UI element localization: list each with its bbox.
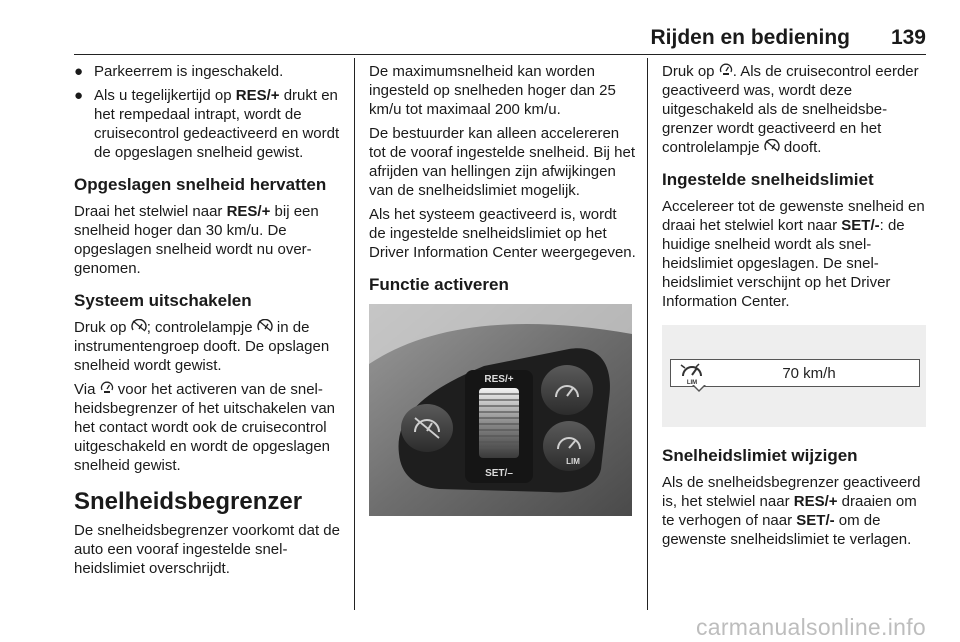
header-rule <box>74 54 926 55</box>
text-run: bij een snelheid hoger dan 30 km/u. De opgeslagen snelheid wordt nu overgenomen. <box>74 203 319 277</box>
paragraph: De maximumsnelheid kan worden ingesteld op snelheden hoger dan 25 km/u tot maximaal 200 km/u. <box>369 63 616 118</box>
driver-information-center-display <box>662 325 926 427</box>
list-item-text: Parkeerrem is ingeschakeld. <box>94 63 284 80</box>
text-run: Als de snelheidsbegrenzer geactiveerd is, het stelwiel naar <box>662 474 921 510</box>
text-run: draaien om te verhogen of naar <box>662 493 917 529</box>
paragraph: De snelheidsbegrenzer voorkomt dat de auto een vooraf ingestelde snelheidslimiet overschrijdt. <box>74 522 340 577</box>
column-divider-2 <box>647 58 648 610</box>
page-number: 139 <box>890 26 926 49</box>
section-heading-resume: Opgeslagen snelheid hervatten <box>74 175 327 194</box>
column-1 <box>74 62 344 583</box>
speed-limit-value: 70 km/h <box>782 365 836 382</box>
text-run: voor het activeren van de snelheidsbegrenzer of het uitschakelen van het contact wordt ook de cruisecontrol uitgeschakeld en wordt de opgeslagen snelheid gewist. <box>74 381 336 474</box>
text-run: Draai het stelwiel naar <box>74 203 227 220</box>
column-divider-1 <box>354 58 355 610</box>
bold-term: RES/+ <box>235 87 280 104</box>
cruise-control-off-icon <box>257 319 273 335</box>
column-3 <box>662 62 928 554</box>
bold-term: RES/+ <box>793 493 838 510</box>
text-run: Accelereer tot de gewenste snelheid en draai het stelwiel kort naar <box>662 198 925 234</box>
bold-term: SET/- <box>796 512 835 529</box>
cruise-control-off-icon <box>131 319 147 335</box>
section-heading-change: Snelheidslimiet wijzigen <box>662 446 858 465</box>
set-label: SET/– <box>485 468 513 479</box>
paragraph <box>662 473 928 549</box>
paragraph <box>74 202 344 278</box>
bullet-icon: ● <box>74 63 84 80</box>
section-heading-limiter: Snelheidsbegrenzer <box>74 488 303 515</box>
steering-wheel-controls-image <box>369 304 632 516</box>
list-item <box>74 62 344 81</box>
list-item-text: Als u tegelijkertijd op <box>94 87 236 104</box>
section-heading-off: Systeem uitschakelen <box>74 291 252 310</box>
condition-list <box>74 62 344 162</box>
list-item-text: drukt en het rempedaal intrapt, wordt de cruisecontrol gedeactiveerd en wordt de opgeslagen snelheid gewist. <box>94 87 340 161</box>
text-run: Druk op <box>74 319 131 336</box>
speed-limit-readout <box>670 359 920 387</box>
bold-term: SET/- <box>841 217 880 234</box>
speed-limiter-icon <box>719 63 733 79</box>
steering-wheel-controls-figure <box>369 304 637 521</box>
speed-limiter-icon <box>679 361 711 385</box>
page-header-title: Rijden en bediening <box>650 26 850 49</box>
watermark <box>0 614 960 638</box>
bullet-icon: ● <box>74 87 84 104</box>
cruise-on-button <box>541 365 593 415</box>
text-run: Druk op <box>662 63 719 80</box>
paragraph <box>662 62 928 157</box>
watermark-text: carmanualsonline.info <box>695 614 926 640</box>
section-heading-set: Ingestelde snelheidslimiet <box>662 170 874 189</box>
section-heading-activate: Functie activeren <box>369 275 509 294</box>
lim-label: LIM <box>686 380 698 385</box>
res-label: RES/+ <box>484 374 514 385</box>
text-run: . Als de cruisecontrol eerder geactiveerd was, wordt deze uitgeschakeld als de snelheidsbegrenzer wordt geactiveerd en het controlelampje <box>662 63 919 156</box>
callout-pointer-fill <box>693 384 705 390</box>
text-run: ; controlelampje <box>146 319 257 336</box>
text-run: dooft. <box>779 139 822 156</box>
text-run: : de huidige snelheid wordt als snelheidslimiet opgeslagen. De snelheidslimiet verschijnt op het Driver Information Center. <box>662 217 905 310</box>
text-run: om de gewenste snelheidslimiet te verlagen. <box>662 512 912 548</box>
text-run: in de instrumentengroep dooft. De opslagen snelheid wordt gewist. <box>74 319 330 374</box>
paragraph: Als het systeem geactiveerd is, wordt de ingestelde snelheidslimiet op het Driver Information Center weergegeven. <box>369 206 636 261</box>
paragraph <box>662 197 928 311</box>
text-run: Via <box>74 381 100 398</box>
paragraph: De bestuurder kan alleen accelereren tot de vooraf ingestelde snelheid. Bij het afrijden van hellingen zijn afwijkingen van de snelheidslimiet mogelijk. <box>369 125 636 199</box>
list-item <box>74 86 344 162</box>
column-2 <box>369 62 637 521</box>
cruise-control-off-icon <box>764 139 780 155</box>
lim-label: LIM <box>566 457 580 466</box>
paragraph <box>74 380 344 475</box>
speed-limiter-icon <box>100 381 114 397</box>
bold-term: RES/+ <box>226 203 271 220</box>
paragraph <box>74 318 344 375</box>
